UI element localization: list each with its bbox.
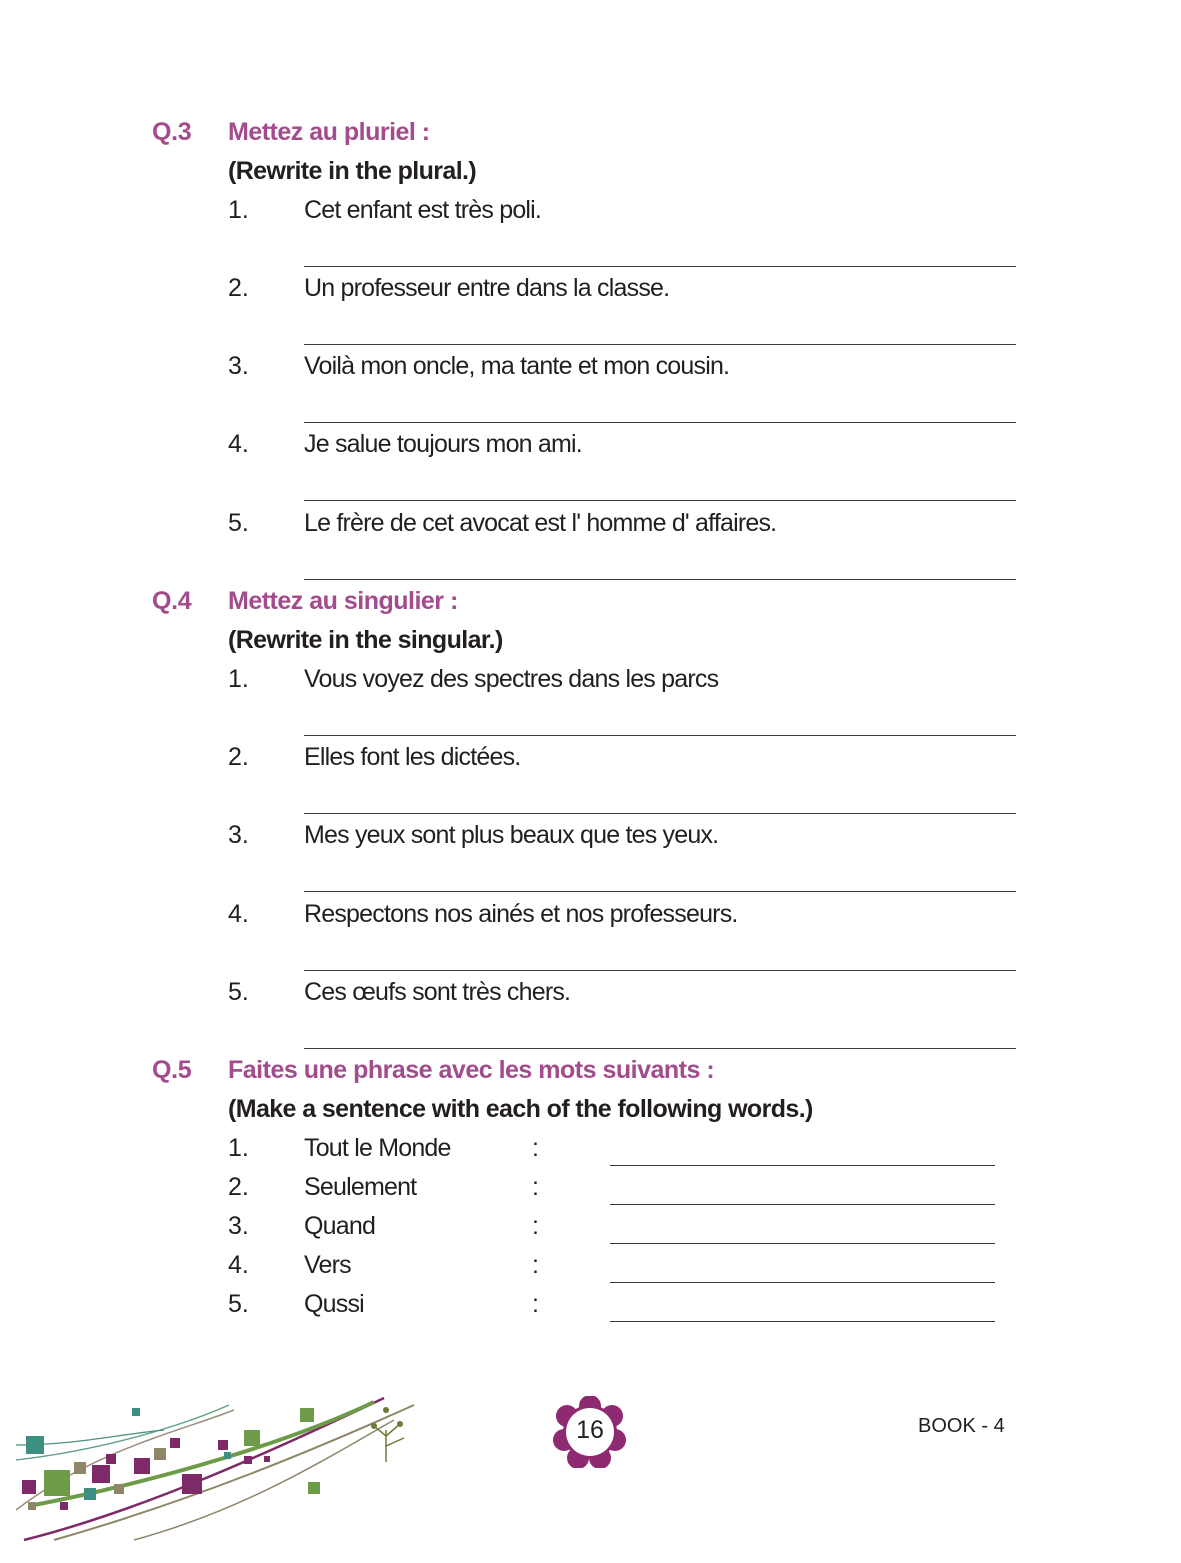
q4-number: Q.4 — [152, 587, 192, 615]
book-label: BOOK - 4 — [918, 1415, 1005, 1437]
q4-item-number: 3. — [228, 821, 249, 849]
answer-line[interactable] — [304, 579, 1016, 580]
q5-colon: : — [532, 1212, 539, 1240]
q5-item-word: Tout le Monde — [304, 1134, 451, 1162]
page-number: 16 — [576, 1416, 604, 1444]
q3-item-number: 4. — [228, 430, 249, 458]
answer-line[interactable] — [610, 1165, 995, 1166]
q5-colon: : — [532, 1251, 539, 1279]
q5-item-number: 3. — [228, 1212, 249, 1240]
q3-number: Q.3 — [152, 118, 192, 146]
q3-item-number: 5. — [228, 509, 249, 537]
q3-item-sentence: Cet enfant est très poli. — [304, 196, 542, 224]
q4-item-sentence: Respectons nos ainés et nos professeurs. — [304, 900, 738, 928]
q3-item-sentence: Le frère de cet avocat est l' homme d' affaires. — [304, 509, 777, 537]
q5-item-word: Vers — [304, 1251, 351, 1279]
q3-item-sentence: Je salue toujours mon ami. — [304, 430, 582, 458]
answer-line[interactable] — [610, 1243, 995, 1244]
q4-item-sentence: Mes yeux sont plus beaux que tes yeux. — [304, 821, 719, 849]
answer-line[interactable] — [304, 1048, 1016, 1049]
q5-colon: : — [532, 1173, 539, 1201]
q4-item-sentence: Elles font les dictées. — [304, 743, 521, 771]
q3-item-sentence: Voilà mon oncle, ma tante et mon cousin. — [304, 352, 730, 380]
q3-subtitle: (Rewrite in the plural.) — [228, 157, 477, 185]
answer-line[interactable] — [304, 970, 1016, 971]
q5-item-number: 4. — [228, 1251, 249, 1279]
answer-line[interactable] — [304, 891, 1016, 892]
answer-line[interactable] — [304, 266, 1016, 267]
q5-item-number: 1. — [228, 1134, 249, 1162]
q3-item-number: 1. — [228, 196, 249, 224]
q5-subtitle: (Make a sentence with each of the following words.) — [228, 1095, 813, 1123]
q5-item-word: Quand — [304, 1212, 376, 1240]
q3-title: Mettez au pluriel : — [228, 118, 430, 146]
q3-item-number: 3. — [228, 352, 249, 380]
answer-line[interactable] — [304, 344, 1016, 345]
q3-item-number: 2. — [228, 274, 249, 302]
q5-item-word: Seulement — [304, 1173, 417, 1201]
answer-line[interactable] — [304, 735, 1016, 736]
q4-subtitle: (Rewrite in the singular.) — [228, 626, 503, 654]
q5-title: Faites une phrase avec les mots suivants : — [228, 1056, 715, 1084]
q4-item-number: 1. — [228, 665, 249, 693]
answer-line[interactable] — [610, 1321, 995, 1322]
q4-item-sentence: Ces œufs sont très chers. — [304, 978, 571, 1006]
answer-line[interactable] — [610, 1282, 995, 1283]
answer-line[interactable] — [610, 1204, 995, 1205]
answer-line[interactable] — [304, 422, 1016, 423]
answer-line[interactable] — [304, 813, 1016, 814]
answer-line[interactable] — [304, 500, 1016, 501]
q4-item-number: 5. — [228, 978, 249, 1006]
q5-colon: : — [532, 1290, 539, 1318]
q3-item-sentence: Un professeur entre dans la classe. — [304, 274, 670, 302]
q5-item-number: 2. — [228, 1173, 249, 1201]
q4-item-sentence: Vous voyez des spectres dans les parcs — [304, 665, 719, 693]
q4-item-number: 4. — [228, 900, 249, 928]
q5-colon: : — [532, 1134, 539, 1162]
q5-item-word: Qussi — [304, 1290, 364, 1318]
decorative-swoosh-icon — [14, 1390, 424, 1545]
q4-item-number: 2. — [228, 743, 249, 771]
q5-item-number: 5. — [228, 1290, 249, 1318]
q4-title: Mettez au singulier : — [228, 587, 458, 615]
q5-number: Q.5 — [152, 1056, 192, 1084]
